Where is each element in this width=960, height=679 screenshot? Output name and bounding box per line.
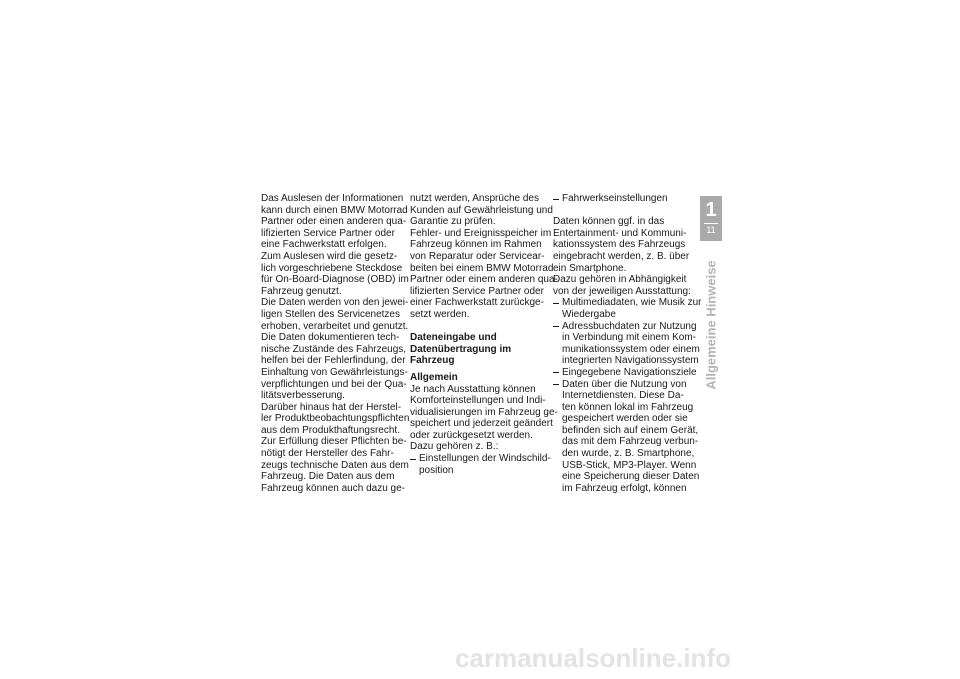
- text-line: Fehler- und Ereignisspeicher im: [410, 227, 552, 239]
- text-line: Je nach Ausstattung können: [410, 383, 536, 395]
- list-item-continuation: USB-Stick, MP3-Player. Wenn: [562, 459, 697, 471]
- text-column-2: [410, 193, 558, 476]
- text-line: ligen Stellen des Servicenetzes: [261, 308, 400, 320]
- list-item-continuation: eine Speicherung dieser Daten: [562, 471, 700, 483]
- text-line: helfen bei der Fehlerfindung, der: [261, 355, 406, 367]
- text-line: Komforteinstellungen und Indi-: [410, 395, 546, 407]
- text-line: zeugs technische Daten aus dem: [261, 459, 409, 471]
- text-line: von der jeweiligen Ausstattung:: [553, 285, 691, 297]
- text-line: ler Produktbeobachtungspflichten: [261, 413, 410, 425]
- text-line: Einhaltung von Gewährleistungs-: [261, 366, 408, 378]
- text-line: Fahrzeug können im Rahmen: [410, 239, 542, 251]
- text-line: Das Auslesen der Informationen: [261, 193, 404, 204]
- text-line: nötigt der Hersteller des Fahr-: [261, 448, 394, 460]
- text-line: speichert und jederzeit geändert: [410, 418, 553, 430]
- text-line: Kunden auf Gewährleistung und: [410, 204, 553, 216]
- text-line: setzt werden.: [410, 308, 470, 320]
- list-item-continuation: gespeichert werden oder sie: [562, 413, 688, 425]
- text-line: erhoben, verarbeitet und genutzt.: [261, 320, 409, 332]
- list-item: Einstellungen der Windschild-: [410, 453, 550, 465]
- list-item: Daten über die Nutzung von: [553, 379, 693, 391]
- list-item-continuation: im Fahrzeug erfolgt, können: [562, 482, 687, 494]
- text-line: Zum Auslesen wird die gesetz-: [261, 250, 398, 262]
- text-line: Daten können ggf. in das: [553, 216, 665, 228]
- list-item-continuation: Wiedergabe: [562, 308, 616, 320]
- list-item-continuation: ten können lokal im Fahrzeug: [562, 401, 694, 413]
- text-line: lifizierten Service Partner oder: [261, 227, 395, 239]
- list-item-continuation: das mit dem Fahrzeug verbun-: [562, 436, 699, 448]
- text-line: beiten bei einem BMW Motorrad: [410, 262, 554, 274]
- section-title-container: [700, 250, 722, 400]
- chapter-divider: [704, 223, 718, 224]
- text-line: kationssystem des Fahrzeugs: [553, 239, 686, 251]
- list-item-continuation: in Verbindung mit einem Kom-: [562, 332, 696, 344]
- text-line: nutzt werden, Ansprüche des: [410, 193, 539, 204]
- text-column-1: [261, 193, 410, 494]
- section-heading: Dateneingabe und: [410, 332, 497, 344]
- section-title: Allgemeine Hinweise: [703, 260, 719, 390]
- list-item: Multimediadaten, wie Musik zur: [553, 297, 693, 309]
- list-item-continuation: den wurde, z. B. Smartphone,: [562, 448, 695, 460]
- list-item: Adressbuchdaten zur Nutzung: [553, 321, 693, 333]
- text-line: ein Smartphone.: [553, 262, 627, 274]
- list-item-continuation: befinden sich auf einem Gerät,: [562, 424, 699, 436]
- text-line: Partner oder einem anderen qua-: [410, 274, 558, 286]
- text-line: verpflichtungen und bei der Qua-: [261, 378, 407, 390]
- chapter-tab: [700, 196, 722, 241]
- section-heading: Datenübertragung im: [410, 343, 512, 355]
- text-line: lifizierten Service Partner oder: [410, 285, 544, 297]
- text-column-3: [553, 193, 702, 494]
- chapter-number: 1: [705, 199, 717, 221]
- text-line: Fahrzeug. Die Daten aus dem: [261, 471, 395, 483]
- text-line: lich vorgeschriebene Steckdose: [261, 262, 403, 274]
- list-item: Fahrwerkseinstellungen: [553, 193, 693, 205]
- watermark: carmanualsonline.info: [455, 643, 731, 673]
- text-line: oder zurückgesetzt werden.: [410, 429, 533, 441]
- text-line: litätsverbesserung.: [261, 390, 345, 402]
- text-line: aus dem Produkthaftungsrecht.: [261, 424, 400, 436]
- text-line: vidualisierungen im Fahrzeug ge-: [410, 406, 558, 418]
- text-line: von Reparatur oder Servicear-: [410, 250, 545, 262]
- list-item-continuation: position: [419, 464, 454, 476]
- text-line: Garantie zu prüfen.: [410, 216, 496, 228]
- text-line: nische Zustände des Fahrzeugs,: [261, 343, 407, 355]
- text-line: für On-Board-Diagnose (OBD) im: [261, 274, 409, 286]
- text-line: eine Fachwerkstatt erfolgen.: [261, 239, 387, 251]
- text-line: Die Daten dokumentieren tech-: [261, 332, 400, 344]
- text-line: Fahrzeug können auch dazu ge-: [261, 482, 405, 494]
- list-item-continuation: integrierten Navigationssystem: [562, 355, 699, 367]
- list-item: Eingegebene Navigationsziele: [553, 367, 693, 379]
- text-line: einer Fachwerkstatt zurückge-: [410, 297, 544, 309]
- text-line: Darüber hinaus hat der Herstel-: [261, 401, 402, 413]
- text-line: Zur Erfüllung dieser Pflichten be-: [261, 436, 407, 448]
- text-line: Die Daten werden von den jewei-: [261, 297, 409, 309]
- text-line: Partner oder einen anderen qua-: [261, 216, 407, 228]
- text-line: Fahrzeug genutzt.: [261, 285, 342, 297]
- text-line: kann durch einen BMW Motorrad: [261, 204, 408, 216]
- text-line: Dazu gehören in Abhängigkeit: [553, 274, 687, 286]
- section-heading: Fahrzeug: [410, 355, 455, 367]
- text-line: Dazu gehören z. B.:: [410, 441, 499, 453]
- text-line: eingebracht werden, z. B. über: [553, 250, 690, 262]
- subsection-heading: Allgemein: [410, 371, 458, 383]
- list-item-continuation: Internetdiensten. Diese Da-: [562, 390, 684, 402]
- page-number: 11: [706, 225, 716, 235]
- text-line: Entertainment- und Kommuni-: [553, 227, 687, 239]
- list-item-continuation: munikationssystem oder einem: [562, 343, 700, 355]
